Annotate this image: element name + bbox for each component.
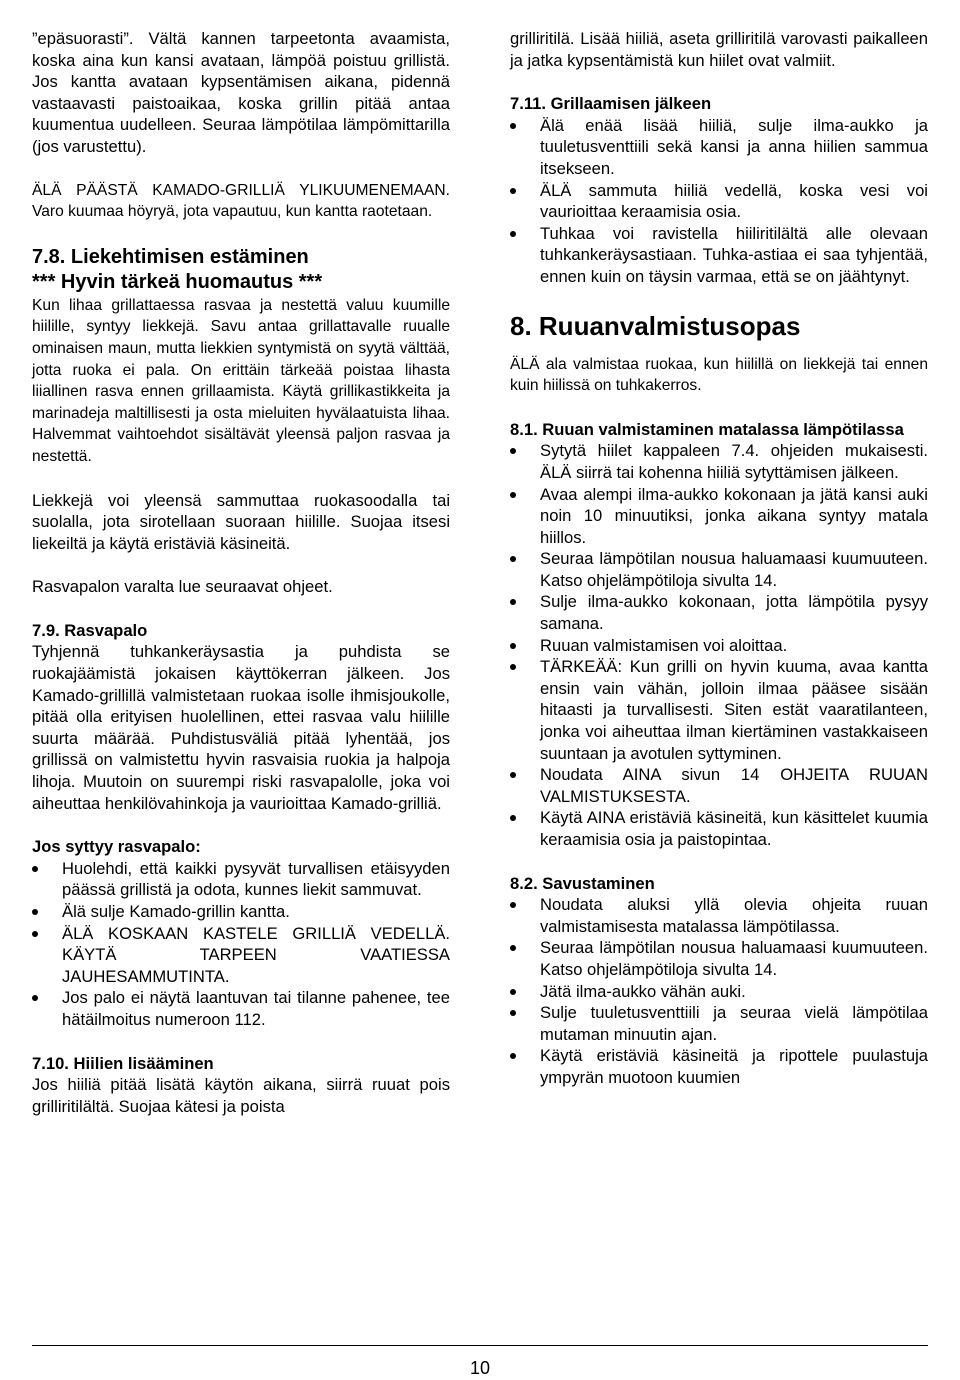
list-item: Käytä eristäviä käsineitä ja ripottele puulastuja ympyrän muotoon kuumien [510, 1045, 928, 1088]
bullet-icon [510, 1010, 516, 1016]
list-item: Käytä AINA eristäviä käsineitä, kun käsittelet kuumia keraamisia osia ja paistopintaa. [510, 807, 928, 850]
section-7-9-title: 7.9. Rasvapalo [32, 620, 148, 640]
bullet-icon [510, 902, 516, 908]
list-item: Jos palo ei näytä laantuvan tai tilanne pahenee, tee hätäilmoitus numeroon 112. [32, 987, 450, 1030]
bullet-icon [510, 815, 516, 821]
list-item: Noudata AINA sivun 14 OHJEITA RUUAN VALMISTUKSESTA. [510, 764, 928, 807]
section-8-2-list [510, 894, 928, 1088]
list-item: Noudata aluksi yllä olevia ohjeita ruuan valmistamisesta matalassa lämpötilassa. [510, 894, 928, 937]
bullet-icon [32, 931, 38, 937]
list-item: Jätä ilma-aukko vähän auki. [510, 981, 928, 1003]
bullet-icon [32, 995, 38, 1001]
right-column [510, 28, 928, 1089]
list-item: TÄRKEÄÄ: Kun grilli on hyvin kuuma, avaa kantta ensin vain vähän, jolloin ilmaa pääsee sisään hitaasti ja turvallisesti. Siten estät vaaratilanteen, jonka voi aiheuttaa ilman kiertäminen vastakkaiseen suuntaan ja avotulen syttyminen. [510, 656, 928, 764]
section-8-title: 8. Ruuanvalmistusopas [510, 310, 801, 341]
list-item: Seuraa lämpötilan nousua haluamaasi kuumuuteen. Katso ohjelämpötiloja sivulta 14. [510, 548, 928, 591]
section-7-8-title: 7.8. Liekehtimisen estäminen [32, 245, 309, 268]
list-item: Älä enää lisää hiiliä, sulje ilma-aukko ja tuuletusventtiili sekä kansi ja anna hiilien sammua itsekseen. [510, 115, 928, 180]
grease-fire-list [32, 858, 450, 1031]
bullet-icon [510, 989, 516, 995]
section-7-8-grease-note: Rasvapalon varalta lue seuraavat ohjeet. [32, 577, 333, 597]
bullet-icon [510, 643, 516, 649]
bullet-icon [510, 492, 516, 498]
bullet-icon [510, 556, 516, 562]
section-7-8-text: Kun lihaa grillattaessa rasvaa ja nestettä valuu kuumille hiilille, syntyy liekkejä. Savu antaa grillattavalle ruualle ominaisen maun, mutta liekkien syntymistä on syytä välttää, jotta ruoka ei pala. On erittäin tärkeää poistaa lihasta liiallinen rasva ennen grillaamista. Käytä grillikastikkeita ja marinadeja maltillisesti ja osta mieluiten hyvälaatuista lihaa. Halvemmat vaihtoehdot sisältävät yleensä paljon rasvaa ja nestettä. [32, 296, 450, 465]
intro-paragraph: ”epäsuorasti”. Vältä kannen tarpeetonta avaamista, koska aina kun kansi avataan, lämpöä poistuu grillistä. Jos kantta avataan kypsentämisen aikana, pidennä vastaavasti paistoaikaa, koska grillin pitää antaa kuumentua uudelleen. Seuraa lämpötilaa lämpömittarilla (jos varustettu). [32, 29, 450, 156]
list-item: Ruuan valmistamisen voi aloittaa. [510, 635, 928, 657]
list-item: ÄLÄ sammuta hiiliä vedellä, koska vesi voi vaurioittaa keraamisia osia. [510, 180, 928, 223]
overheat-warning: ÄLÄ PÄÄSTÄ KAMADO-GRILLIÄ YLIKUUMENEMAAN. Varo kuumaa höyryä, jota vapautuu, kun kantta raotetaan. [32, 181, 450, 221]
list-item: Sytytä hiilet kappaleen 7.4. ohjeiden mukaisesti. ÄLÄ siirrä tai kohenna hiiliä sytyttämisen jälkeen. [510, 440, 928, 483]
left-column [32, 28, 450, 1117]
list-item: Tuhkaa voi ravistella hiiliritilältä alle olevaan tuhkankeräysastiaan. Tuhka-astiaa ei saa tyhjentää, ennen kuin on täysin varmaa, että se on jäähtynyt. [510, 223, 928, 288]
section-8-2-title: 8.2. Savustaminen [510, 873, 655, 893]
bullet-icon [510, 123, 516, 129]
bullet-icon [510, 772, 516, 778]
footer-rule [32, 1345, 928, 1346]
bullet-icon [510, 664, 516, 670]
section-7-10-title: 7.10. Hiilien lisääminen [32, 1053, 214, 1073]
list-item: Seuraa lämpötilan nousua haluamaasi kuumuuteen. Katso ohjelämpötiloja sivulta 14. [510, 937, 928, 980]
bullet-icon [32, 909, 38, 915]
section-7-9-text: Tyhjennä tuhkankeräysastia ja puhdista se ruokajäämistä jokaisen käyttökerran jälkeen. Jos Kamado-grillillä valmistetaan ruokaa isolle ihmisjoukolle, pitää olla erityisen huolellinen, ettei rasvaa valu hiilille suurta määrää. Puhdistusväliä pitää lyhentää, jos grillissä on valmistettu hyvin rasvaisia ruokia ja halpoja lihoja. Muutoin on suurempi riski rasvapalolle, joka voi aiheuttaa henkilövahinkoja ja vaurioittaa Kamado-grilliä. [32, 642, 450, 813]
bullet-icon [510, 231, 516, 237]
list-item: Sulje ilma-aukko kokonaan, jotta lämpötila pysyy samana. [510, 591, 928, 634]
section-7-8-extinguish: Liekkejä voi yleensä sammuttaa ruokasoodalla tai suolalla, jota sirotellaan suoraan hiilille. Suojaa itsesi liekeiltä ja käytä eristäviä käsineitä. [32, 490, 450, 553]
list-item: Älä sulje Kamado-grillin kantta. [32, 901, 450, 923]
section-7-10-continued: grilliritilä. Lisää hiiliä, aseta grilliritilä varovasti paikalleen ja jatka kypsentämistä kun hiilet ovat valmiit. [510, 29, 928, 70]
section-7-11-list [510, 115, 928, 288]
section-7-8-subtitle: *** Hyvin tärkeä huomautus *** [32, 270, 323, 293]
section-8-1-list [510, 440, 928, 850]
section-7-10-text: Jos hiiliä pitää lisätä käytön aikana, siirrä ruuat pois grilliritilältä. Suojaa kätesi ja poista [32, 1075, 450, 1116]
list-item: Sulje tuuletusventtiili ja seuraa vielä lämpötilaa mutaman minuutin ajan. [510, 1002, 928, 1045]
list-item: Huolehdi, että kaikki pysyvät turvallisen etäisyyden päässä grillistä ja odota, kunnes liekit sammuvat. [32, 858, 450, 901]
list-item: Avaa alempi ilma-aukko kokonaan ja jätä kansi auki noin 10 minuutiksi, jonka aikana syntyy matala hiillos. [510, 484, 928, 549]
page-number: 10 [469, 1358, 491, 1378]
bullet-icon [510, 945, 516, 951]
bullet-icon [32, 866, 38, 872]
grease-fire-title: Jos syttyy rasvapalo: [32, 837, 201, 857]
section-7-11-title: 7.11. Grillaamisen jälkeen [510, 94, 712, 114]
bullet-icon [510, 188, 516, 194]
list-item: ÄLÄ KOSKAAN KASTELE GRILLIÄ VEDELLÄ. KÄYTÄ TARPEEN VAATIESSA JAUHESAMMUTINTA. [32, 923, 450, 988]
section-8-intro: ÄLÄ ala valmistaa ruokaa, kun hiilillä on liekkejä tai ennen kuin hiilissä on tuhkakerros. [510, 355, 928, 395]
bullet-icon [510, 448, 516, 454]
bullet-icon [510, 1053, 516, 1059]
bullet-icon [510, 599, 516, 605]
section-8-1-title: 8.1. Ruuan valmistaminen matalassa lämpötilassa [510, 419, 904, 439]
